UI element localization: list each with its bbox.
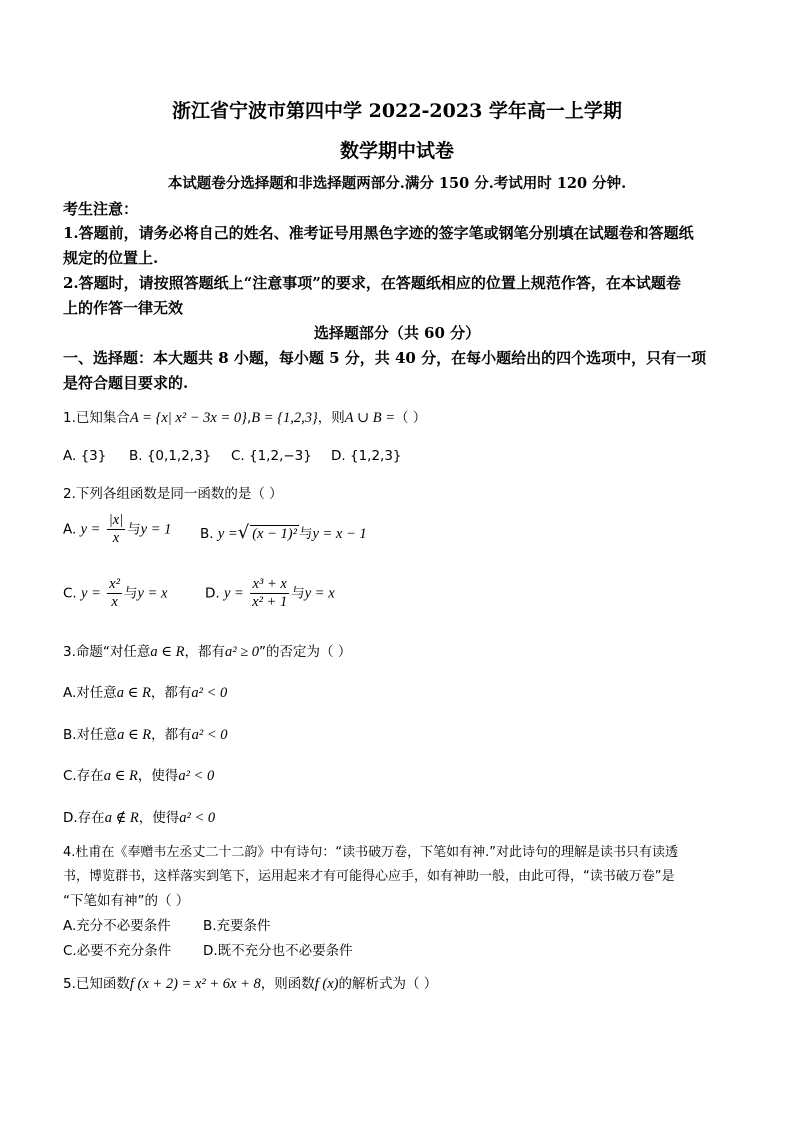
q2-c-mid: 与 xyxy=(123,585,138,602)
q3-b-mid: ，都有 xyxy=(151,727,192,743)
question-4-line2: 书，博览群书，这样落实到笔下，运用起来才有可能得心应手，如有神助一般，由此可得，“读书破万卷”是 xyxy=(63,869,675,884)
q2-d-numerator: x³ + x xyxy=(250,576,289,594)
q2-d-rhs: y = x xyxy=(304,585,335,602)
q1-set-a: A = {x| x² − 3x = 0} xyxy=(129,410,247,426)
q1-set-b: B = {1,2,3} xyxy=(251,410,318,426)
q2-a-fraction xyxy=(107,512,125,547)
q2-a-label: A. xyxy=(63,521,77,538)
q2-option-d xyxy=(205,576,335,611)
q3-d-math1: a ∉ R xyxy=(104,810,139,826)
notice-heading: 考生注意： xyxy=(63,200,139,218)
q3-c-pre: C.存在 xyxy=(63,768,104,784)
q3-d-math2: a² < 0 xyxy=(179,810,216,826)
exam-subtitle: 本试题卷分选择题和非选择题两部分.满分 150 分.考试用时 120 分钟. xyxy=(167,175,627,192)
q2-c-label: C. xyxy=(63,585,77,602)
q5-stem-post: 的解析式为（ ） xyxy=(338,976,438,992)
q4-options-row1 xyxy=(63,914,271,934)
q2-option-a xyxy=(63,512,171,547)
notice-item2-line2: 上的作答一律无效 xyxy=(63,299,184,317)
q2-d-fraction xyxy=(250,576,289,611)
q2-b-label: B. xyxy=(200,526,214,542)
q3-stem-post: ”的否定为（ ） xyxy=(259,644,352,660)
q2-option-c xyxy=(63,576,167,611)
q2-b-rhs: y = x − 1 xyxy=(312,526,367,542)
q5-math1: f (x + 2) = x² + 6x + 8 xyxy=(129,976,261,992)
q3-a-pre: A.对任意 xyxy=(63,685,117,701)
q3-b-pre: B.对任意 xyxy=(63,727,118,743)
q3-c-math2: a² < 0 xyxy=(178,768,215,784)
question-5-stem xyxy=(63,972,437,993)
question-1-options xyxy=(63,448,402,464)
q2-a-lhs: y = xyxy=(80,521,101,538)
q3-d-pre: D.存在 xyxy=(63,810,105,826)
q3-b-math1: a ∈ R xyxy=(117,727,152,743)
q1-option-c: C. {1,2,−3} xyxy=(231,448,312,464)
section-intro-line2: 是符合题目要求的. xyxy=(63,374,189,392)
q1-option-d: D. {1,2,3} xyxy=(331,448,402,464)
q1-option-b: B. {0,1,2,3} xyxy=(129,448,212,464)
q2-c-numerator: x² xyxy=(109,576,120,592)
q2-c-lhs: y = xyxy=(81,585,101,602)
q3-stem-mid: ，都有 xyxy=(184,644,225,660)
q3-option-a xyxy=(63,681,227,702)
notice-item1-line2: 规定的位置上. xyxy=(63,249,159,267)
q1-stem-post: ，则 xyxy=(317,410,345,426)
q3-d-mid: ，使得 xyxy=(138,810,180,826)
section-heading: 选择题部分（共 60 分） xyxy=(313,324,481,342)
q5-stem-pre: 5.已知函数 xyxy=(63,976,130,992)
q4-option-b: B.充要条件 xyxy=(203,918,271,934)
q2-c-rhs: y = x xyxy=(137,585,168,602)
question-2-stem: 2.下列各组函数是同一函数的是（ ） xyxy=(63,486,283,502)
q4-option-a: A.充分不必要条件 xyxy=(63,918,171,934)
q1-sep: , xyxy=(246,410,252,426)
q4-options-row2 xyxy=(63,939,353,959)
q3-stem-math2: a² ≥ 0 xyxy=(224,644,260,660)
q2-b-lhs: y = xyxy=(217,526,238,542)
q2-d-mid: 与 xyxy=(291,585,305,602)
q5-stem-mid: ，则函数 xyxy=(260,976,315,992)
sqrt-icon: √ xyxy=(237,522,250,543)
q1-stem-pre: 1.已知集合 xyxy=(63,410,130,426)
q2-a-rhs: y = 1 xyxy=(140,521,172,538)
q2-d-lhs: y = xyxy=(223,585,244,602)
q2-a-numerator: |x| xyxy=(108,512,124,528)
q1-option-a: A. {3} xyxy=(63,448,107,464)
q3-option-b xyxy=(63,723,228,744)
q2-c-denominator: x xyxy=(111,594,118,610)
q3-a-math2: a² < 0 xyxy=(191,685,228,701)
q3-a-math1: a ∈ R xyxy=(116,685,151,701)
exam-title-line2: 数学期中试卷 xyxy=(339,140,454,162)
notice-item2-line1: 2.答题时，请按照答题纸上“注意事项”的要求，在答题纸相应的位置上规范作答，在本试题卷 xyxy=(63,274,681,292)
exam-title-line1: 浙江省宁波市第四中学 2022-2023 学年高一上学期 xyxy=(172,100,622,122)
q3-a-mid: ，都有 xyxy=(150,685,192,701)
notice-item1-line1: 1.答题前，请务必将自己的姓名、准考证号用黑色字迹的签字笔或钢笔分别填在试题卷和答题纸 xyxy=(63,224,694,242)
q4-option-c: C.必要不充分条件 xyxy=(63,943,172,959)
q2-b-radicand: (x − 1)² xyxy=(252,526,297,542)
q2-c-fraction xyxy=(107,576,122,611)
q2-option-b xyxy=(200,522,367,543)
q1-expr: A ∪ B = xyxy=(344,410,396,426)
q2-b-mid: 与 xyxy=(298,526,313,542)
q3-stem-math1: a ∈ R xyxy=(150,644,185,660)
q5-math2: f (x) xyxy=(314,976,339,992)
q3-stem-pre: 3.命题“对任意 xyxy=(63,644,151,660)
question-3-stem xyxy=(63,640,351,661)
question-4-line3: “下笔如有神”的（ ） xyxy=(63,893,190,909)
q4-option-d: D.既不充分也不必要条件 xyxy=(203,943,353,959)
q1-paren: （ ） xyxy=(395,410,427,426)
question-4-line1: 4.杜甫在《奉赠韦左丞丈二十二韵》中有诗句：“读书破万卷，下笔如有神.”对此诗句的理解是读书只有读透 xyxy=(63,845,679,860)
q3-c-mid: ，使得 xyxy=(137,768,179,784)
question-1-stem xyxy=(63,406,426,427)
q2-a-mid: 与 xyxy=(127,521,141,538)
q2-a-denominator: x xyxy=(112,530,120,546)
q3-b-math2: a² < 0 xyxy=(191,727,228,743)
section-intro-line1: 一、选择题：本大题共 8 小题，每小题 5 分，共 40 分，在每小题给出的四个选项中，只有一项 xyxy=(63,349,707,367)
q3-option-c xyxy=(63,764,214,785)
q3-c-math1: a ∈ R xyxy=(103,768,138,784)
q2-d-label: D. xyxy=(205,585,220,602)
q3-option-d xyxy=(63,806,215,827)
q2-d-denominator: x² + 1 xyxy=(252,594,288,610)
